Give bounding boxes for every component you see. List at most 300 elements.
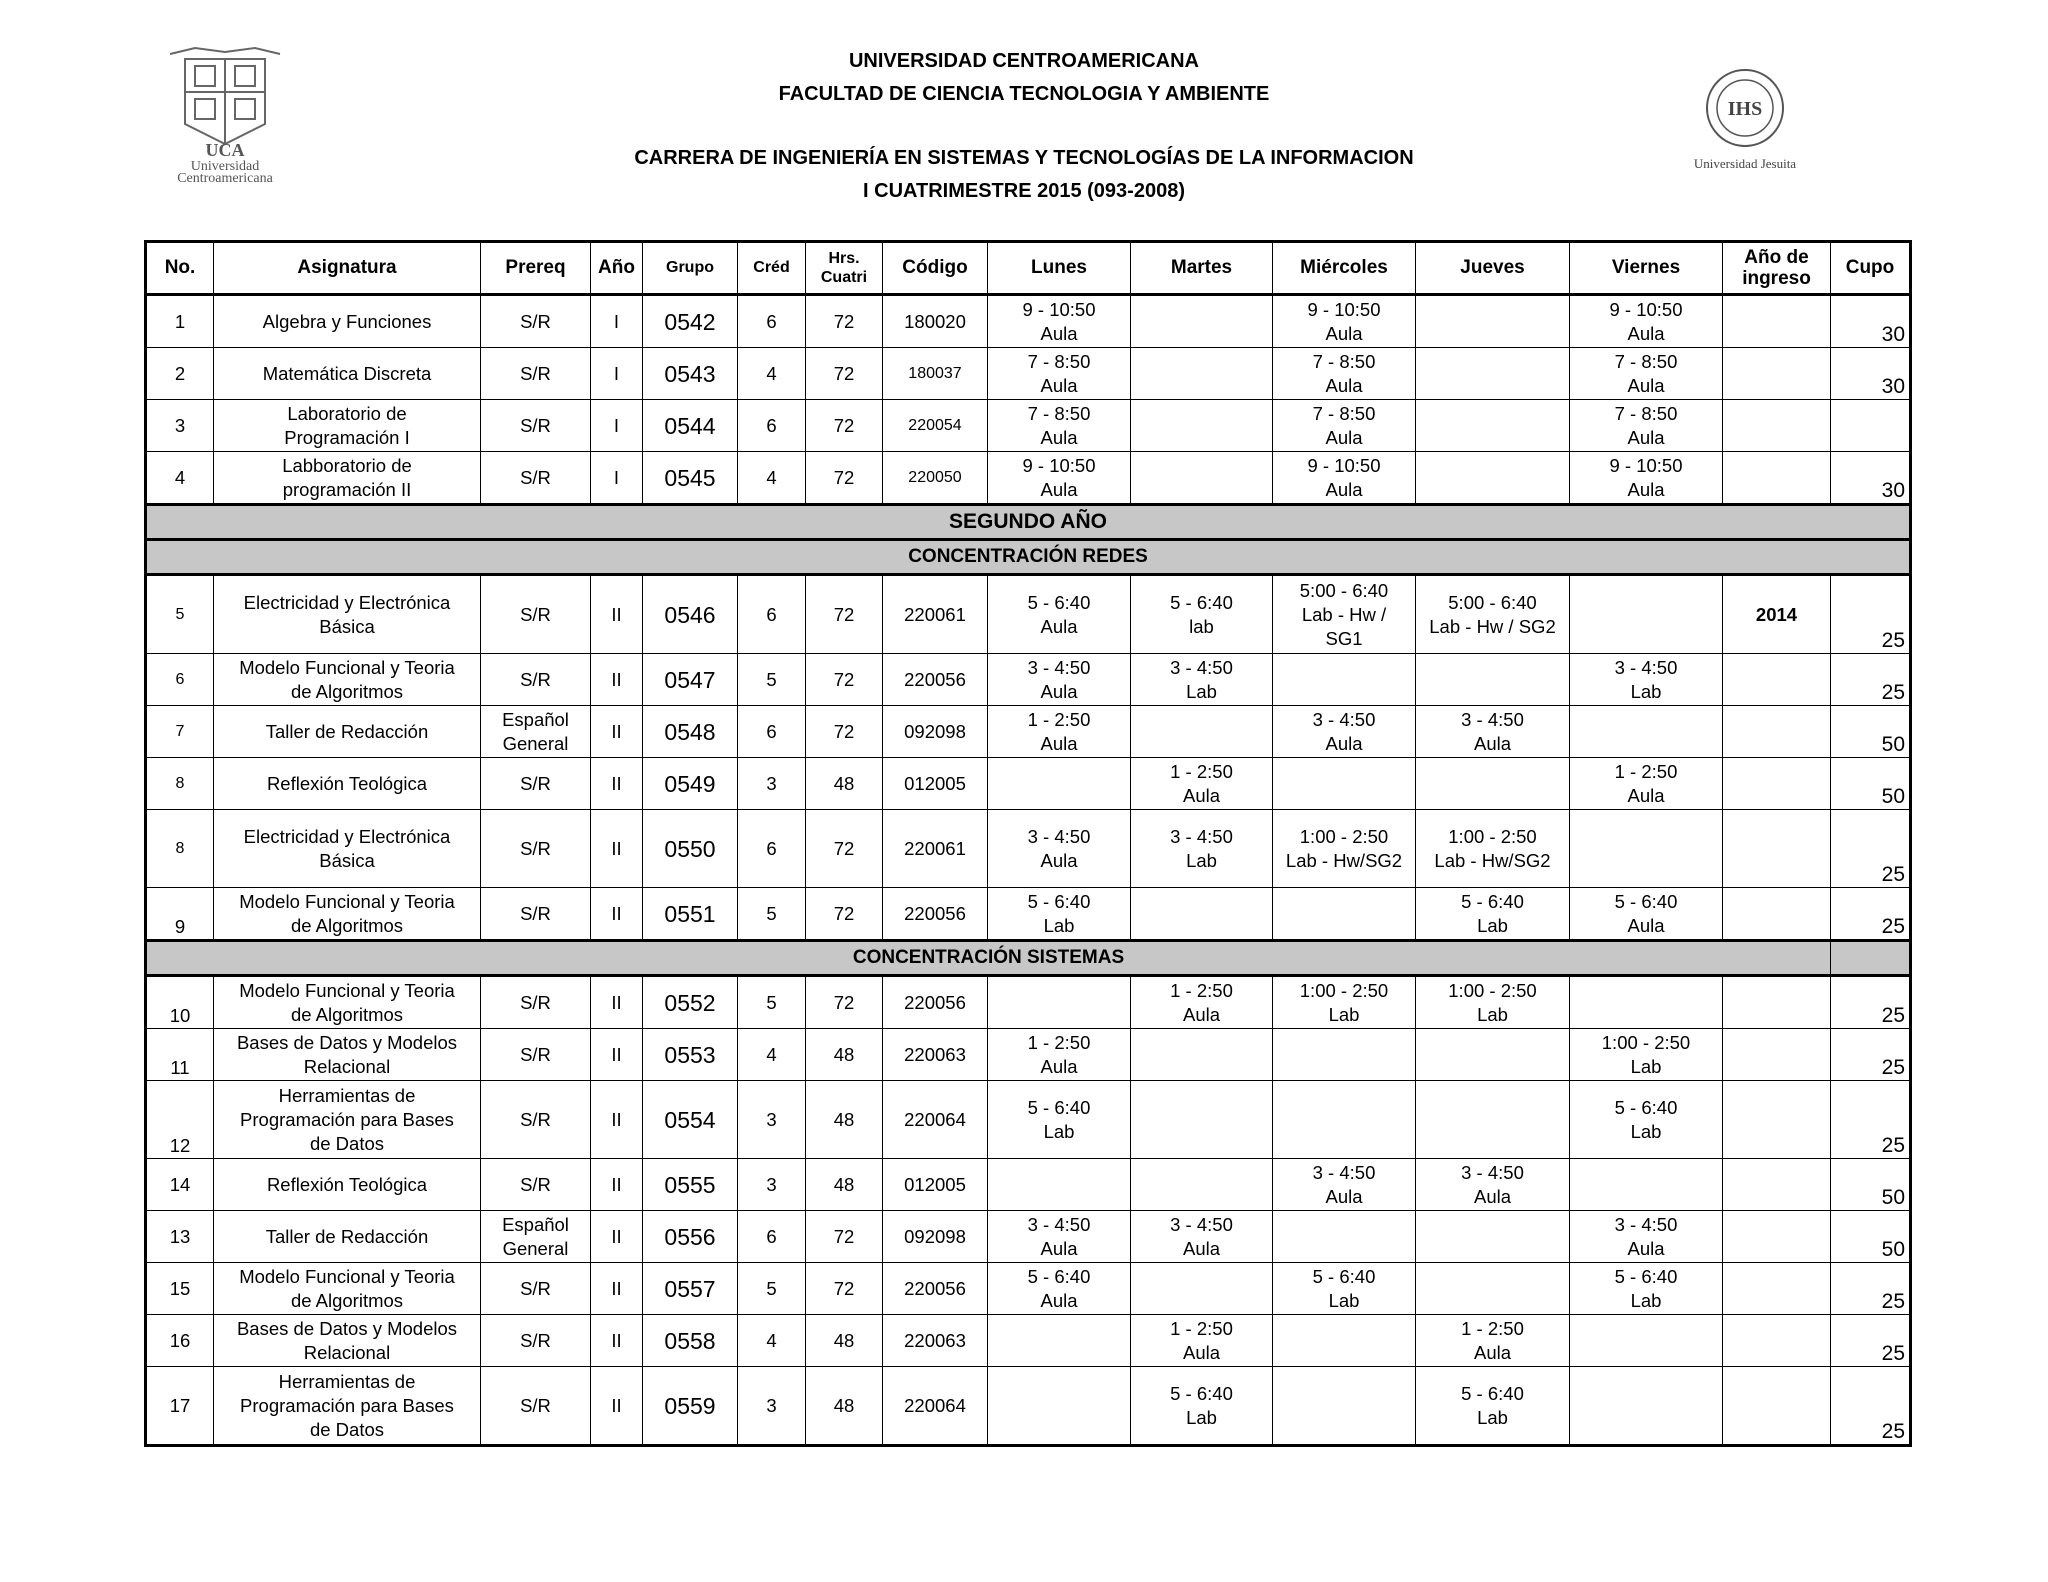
cell-cred: 5 bbox=[738, 976, 806, 1029]
university-title: UNIVERSIDAD CENTROAMERICANA bbox=[848, 50, 1199, 72]
cell-hrs: 72 bbox=[806, 976, 883, 1029]
col-jueves: Jueves bbox=[1416, 242, 1570, 295]
cell-prereq: S/R bbox=[481, 1367, 591, 1446]
col-asignatura: Asignatura bbox=[214, 242, 481, 295]
cell-asignatura: Reflexión Teológica bbox=[214, 1159, 481, 1211]
cell-asignatura: Labboratorio de programación II bbox=[214, 452, 481, 505]
table-row bbox=[146, 1367, 1911, 1446]
table-row bbox=[146, 654, 1911, 706]
cell-anio: II bbox=[591, 1315, 643, 1367]
cell-cupo: 25 bbox=[1831, 654, 1911, 706]
table-row bbox=[146, 452, 1911, 505]
cell-prereq: S/R bbox=[481, 810, 591, 888]
cell-lunes: 9 - 10:50 Aula bbox=[988, 295, 1131, 348]
table-row bbox=[146, 400, 1911, 452]
cell-miercoles: 5 - 6:40 Lab bbox=[1273, 1263, 1416, 1315]
cell-cupo: 25 bbox=[1831, 1263, 1911, 1315]
col-anio-ingreso: Año de ingreso bbox=[1723, 242, 1831, 295]
cell-grupo: 0546 bbox=[643, 575, 738, 654]
table-row bbox=[146, 348, 1911, 400]
cell-codigo: 220050 bbox=[883, 452, 988, 505]
cell-no: 13 bbox=[146, 1211, 214, 1263]
ihs-seal-text: IHS bbox=[1727, 98, 1763, 120]
cell-grupo: 0555 bbox=[643, 1159, 738, 1211]
uca-logo-text: UCA bbox=[205, 140, 245, 160]
cell-lunes: 9 - 10:50 Aula bbox=[988, 452, 1131, 505]
cell-grupo: 0547 bbox=[643, 654, 738, 706]
cell-hrs: 72 bbox=[806, 575, 883, 654]
cell-miercoles bbox=[1273, 1367, 1416, 1446]
cell-no: 12 bbox=[146, 1081, 214, 1159]
cell-grupo: 0542 bbox=[643, 295, 738, 348]
cell-miercoles: 3 - 4:50 Aula bbox=[1273, 1159, 1416, 1211]
cell-cupo: 50 bbox=[1831, 758, 1911, 810]
cell-viernes: 9 - 10:50 Aula bbox=[1570, 295, 1723, 348]
cell-codigo: 092098 bbox=[883, 1211, 988, 1263]
cell-martes bbox=[1131, 1159, 1273, 1211]
cell-anio-ingreso bbox=[1723, 810, 1831, 888]
cell-asignatura: Algebra y Funciones bbox=[214, 295, 481, 348]
cell-grupo: 0557 bbox=[643, 1263, 738, 1315]
cell-anio: I bbox=[591, 295, 643, 348]
table-row bbox=[146, 1029, 1911, 1081]
cell-asignatura: Laboratorio de Programación I bbox=[214, 400, 481, 452]
cell-codigo: 092098 bbox=[883, 706, 988, 758]
cell-prereq: Español General bbox=[481, 706, 591, 758]
cell-grupo: 0545 bbox=[643, 452, 738, 505]
cell-jueves: 3 - 4:50 Aula bbox=[1416, 706, 1570, 758]
cell-jueves: 5 - 6:40 Lab bbox=[1416, 1367, 1570, 1446]
cell-grupo: 0553 bbox=[643, 1029, 738, 1081]
cell-martes: 5 - 6:40 lab bbox=[1131, 575, 1273, 654]
cell-martes: 3 - 4:50 Aula bbox=[1131, 1211, 1273, 1263]
cell-codigo: 220054 bbox=[883, 400, 988, 452]
cell-anio-ingreso bbox=[1723, 758, 1831, 810]
cell-prereq: Español General bbox=[481, 1211, 591, 1263]
cell-codigo: 220063 bbox=[883, 1315, 988, 1367]
cell-codigo: 220063 bbox=[883, 1029, 988, 1081]
cell-asignatura: Matemática Discreta bbox=[214, 348, 481, 400]
cell-jueves: 3 - 4:50 Aula bbox=[1416, 1159, 1570, 1211]
cell-miercoles bbox=[1273, 1029, 1416, 1081]
cell-viernes bbox=[1570, 976, 1723, 1029]
cell-hrs: 72 bbox=[806, 295, 883, 348]
table-row bbox=[146, 976, 1911, 1029]
table-row bbox=[146, 758, 1911, 810]
cell-cred: 6 bbox=[738, 575, 806, 654]
cell-grupo: 0556 bbox=[643, 1211, 738, 1263]
cell-miercoles: 1:00 - 2:50 Lab bbox=[1273, 976, 1416, 1029]
cell-asignatura: Reflexión Teológica bbox=[214, 758, 481, 810]
cell-jueves bbox=[1416, 1263, 1570, 1315]
col-martes: Martes bbox=[1131, 242, 1273, 295]
cell-cupo: 25 bbox=[1831, 1081, 1911, 1159]
cell-grupo: 0552 bbox=[643, 976, 738, 1029]
cell-miercoles bbox=[1273, 758, 1416, 810]
cell-anio: II bbox=[591, 810, 643, 888]
col-lunes: Lunes bbox=[988, 242, 1131, 295]
table-row bbox=[146, 1211, 1911, 1263]
cell-cupo: 25 bbox=[1831, 976, 1911, 1029]
cell-grupo: 0548 bbox=[643, 706, 738, 758]
cell-prereq: S/R bbox=[481, 888, 591, 941]
cell-miercoles: 1:00 - 2:50 Lab - Hw/SG2 bbox=[1273, 810, 1416, 888]
cell-prereq: S/R bbox=[481, 1315, 591, 1367]
cell-cred: 3 bbox=[738, 1081, 806, 1159]
cell-miercoles: 3 - 4:50 Aula bbox=[1273, 706, 1416, 758]
cell-martes bbox=[1131, 348, 1273, 400]
cell-cupo: 50 bbox=[1831, 1159, 1911, 1211]
col-cred: Créd bbox=[738, 242, 806, 295]
cell-lunes: 5 - 6:40 Lab bbox=[988, 1081, 1131, 1159]
cell-asignatura: Modelo Funcional y Teoria de Algoritmos bbox=[214, 976, 481, 1029]
cell-codigo: 220056 bbox=[883, 654, 988, 706]
cell-anio-ingreso bbox=[1723, 1211, 1831, 1263]
cell-prereq: S/R bbox=[481, 348, 591, 400]
cell-grupo: 0551 bbox=[643, 888, 738, 941]
cell-hrs: 72 bbox=[806, 1263, 883, 1315]
cell-prereq: S/R bbox=[481, 654, 591, 706]
col-miercoles: Miércoles bbox=[1273, 242, 1416, 295]
cell-codigo: 220064 bbox=[883, 1367, 988, 1446]
cell-asignatura: Herramientas de Programación para Bases de Datos bbox=[214, 1367, 481, 1446]
cell-cupo: 30 bbox=[1831, 295, 1911, 348]
cell-lunes bbox=[988, 1367, 1131, 1446]
cell-viernes: 5 - 6:40 Aula bbox=[1570, 888, 1723, 941]
cell-anio: II bbox=[591, 1263, 643, 1315]
cell-jueves: 5 - 6:40 Lab bbox=[1416, 888, 1570, 941]
cell-grupo: 0549 bbox=[643, 758, 738, 810]
cell-anio: II bbox=[591, 1211, 643, 1263]
cell-viernes: 5 - 6:40 Lab bbox=[1570, 1263, 1723, 1315]
cell-asignatura: Taller de Redacción bbox=[214, 1211, 481, 1263]
cell-cupo: 25 bbox=[1831, 1367, 1911, 1446]
cell-asignatura: Taller de Redacción bbox=[214, 706, 481, 758]
cell-hrs: 48 bbox=[806, 1315, 883, 1367]
cell-anio: II bbox=[591, 654, 643, 706]
cell-anio-ingreso bbox=[1723, 348, 1831, 400]
cell-martes bbox=[1131, 452, 1273, 505]
cell-martes: 3 - 4:50 Lab bbox=[1131, 654, 1273, 706]
cell-jueves: 1:00 - 2:50 Lab - Hw/SG2 bbox=[1416, 810, 1570, 888]
cell-prereq: S/R bbox=[481, 976, 591, 1029]
section-title: SEGUNDO AÑO bbox=[146, 505, 1911, 540]
cell-martes bbox=[1131, 706, 1273, 758]
cell-asignatura: Herramientas de Programación para Bases de Datos bbox=[214, 1081, 481, 1159]
cell-martes bbox=[1131, 400, 1273, 452]
cell-martes bbox=[1131, 1263, 1273, 1315]
cell-no: 8 bbox=[146, 758, 214, 810]
cell-martes bbox=[1131, 295, 1273, 348]
cell-lunes: 1 - 2:50 Aula bbox=[988, 706, 1131, 758]
cell-cupo: 25 bbox=[1831, 810, 1911, 888]
cell-hrs: 72 bbox=[806, 706, 883, 758]
cell-lunes: 3 - 4:50 Aula bbox=[988, 654, 1131, 706]
cell-jueves bbox=[1416, 400, 1570, 452]
cell-prereq: S/R bbox=[481, 452, 591, 505]
cell-hrs: 72 bbox=[806, 888, 883, 941]
cell-hrs: 48 bbox=[806, 1029, 883, 1081]
section-empty-cell bbox=[1831, 941, 1911, 976]
cell-jueves bbox=[1416, 348, 1570, 400]
table-row bbox=[146, 706, 1911, 758]
cell-cred: 6 bbox=[738, 706, 806, 758]
jesuit-logo-text: Universidad Jesuita bbox=[1693, 156, 1797, 171]
cell-cred: 6 bbox=[738, 1211, 806, 1263]
cell-grupo: 0554 bbox=[643, 1081, 738, 1159]
section-sistemas bbox=[146, 941, 1911, 976]
cell-anio-ingreso: 2014 bbox=[1723, 575, 1831, 654]
cell-cupo: 50 bbox=[1831, 1211, 1911, 1263]
cell-grupo: 0543 bbox=[643, 348, 738, 400]
cell-cred: 5 bbox=[738, 654, 806, 706]
redes-rows bbox=[146, 575, 1911, 941]
cell-jueves bbox=[1416, 654, 1570, 706]
cell-asignatura: Modelo Funcional y Teoria de Algoritmos bbox=[214, 1263, 481, 1315]
cell-cupo: 25 bbox=[1831, 1029, 1911, 1081]
cell-martes bbox=[1131, 888, 1273, 941]
cell-asignatura: Modelo Funcional y Teoria de Algoritmos bbox=[214, 654, 481, 706]
cell-miercoles bbox=[1273, 1211, 1416, 1263]
cell-hrs: 48 bbox=[806, 1159, 883, 1211]
cell-hrs: 72 bbox=[806, 654, 883, 706]
cell-no: 10 bbox=[146, 976, 214, 1029]
cell-miercoles bbox=[1273, 1315, 1416, 1367]
cell-cupo: 50 bbox=[1831, 706, 1911, 758]
cell-prereq: S/R bbox=[481, 1263, 591, 1315]
col-anio: Año bbox=[591, 242, 643, 295]
cell-prereq: S/R bbox=[481, 758, 591, 810]
faculty-title: FACULTAD DE CIENCIA TECNOLOGIA Y AMBIENTE bbox=[778, 83, 1270, 105]
cell-codigo: 180020 bbox=[883, 295, 988, 348]
col-no: No. bbox=[146, 242, 214, 295]
cell-cred: 3 bbox=[738, 1367, 806, 1446]
cell-codigo: 012005 bbox=[883, 758, 988, 810]
cell-anio: I bbox=[591, 348, 643, 400]
table-row bbox=[146, 575, 1911, 654]
cell-no: 14 bbox=[146, 1159, 214, 1211]
cell-lunes bbox=[988, 758, 1131, 810]
cell-miercoles bbox=[1273, 888, 1416, 941]
cell-lunes: 3 - 4:50 Aula bbox=[988, 1211, 1131, 1263]
cell-codigo: 012005 bbox=[883, 1159, 988, 1211]
cell-asignatura: Bases de Datos y Modelos Relacional bbox=[214, 1029, 481, 1081]
cell-no: 15 bbox=[146, 1263, 214, 1315]
cell-lunes: 1 - 2:50 Aula bbox=[988, 1029, 1131, 1081]
cell-miercoles: 7 - 8:50 Aula bbox=[1273, 400, 1416, 452]
cell-asignatura: Electricidad y Electrónica Básica bbox=[214, 810, 481, 888]
cell-hrs: 72 bbox=[806, 1211, 883, 1263]
cell-cred: 4 bbox=[738, 1029, 806, 1081]
cell-anio: II bbox=[591, 888, 643, 941]
cell-viernes: 3 - 4:50 Aula bbox=[1570, 1211, 1723, 1263]
section-title: CONCENTRACIÓN REDES bbox=[146, 540, 1911, 575]
table-row bbox=[146, 1159, 1911, 1211]
cell-cupo: 25 bbox=[1831, 575, 1911, 654]
sistemas-rows bbox=[146, 976, 1911, 1446]
cell-anio: II bbox=[591, 1159, 643, 1211]
cell-martes: 3 - 4:50 Lab bbox=[1131, 810, 1273, 888]
cell-viernes: 3 - 4:50 Lab bbox=[1570, 654, 1723, 706]
cell-codigo: 220064 bbox=[883, 1081, 988, 1159]
cell-anio-ingreso bbox=[1723, 1263, 1831, 1315]
cell-prereq: S/R bbox=[481, 295, 591, 348]
cell-jueves bbox=[1416, 758, 1570, 810]
cell-viernes bbox=[1570, 706, 1723, 758]
col-cupo: Cupo bbox=[1831, 242, 1911, 295]
cell-codigo: 220056 bbox=[883, 976, 988, 1029]
cell-lunes bbox=[988, 976, 1131, 1029]
cell-grupo: 0544 bbox=[643, 400, 738, 452]
table-row bbox=[146, 295, 1911, 348]
cell-grupo: 0550 bbox=[643, 810, 738, 888]
cell-asignatura: Electricidad y Electrónica Básica bbox=[214, 575, 481, 654]
cell-martes: 1 - 2:50 Aula bbox=[1131, 758, 1273, 810]
cell-martes: 1 - 2:50 Aula bbox=[1131, 976, 1273, 1029]
cell-no: 7 bbox=[146, 706, 214, 758]
cell-no: 17 bbox=[146, 1367, 214, 1446]
cell-cupo bbox=[1831, 400, 1911, 452]
cell-anio-ingreso bbox=[1723, 452, 1831, 505]
cell-anio-ingreso bbox=[1723, 1081, 1831, 1159]
cell-jueves bbox=[1416, 452, 1570, 505]
col-codigo: Código bbox=[883, 242, 988, 295]
cell-anio-ingreso bbox=[1723, 295, 1831, 348]
cell-anio: II bbox=[591, 976, 643, 1029]
col-hrs: Hrs. Cuatri bbox=[806, 242, 883, 295]
cell-cupo: 30 bbox=[1831, 452, 1911, 505]
cell-anio-ingreso bbox=[1723, 976, 1831, 1029]
cell-viernes bbox=[1570, 810, 1723, 888]
cell-jueves bbox=[1416, 295, 1570, 348]
cell-hrs: 72 bbox=[806, 348, 883, 400]
table-row bbox=[146, 810, 1911, 888]
cell-no: 2 bbox=[146, 348, 214, 400]
cell-anio: I bbox=[591, 400, 643, 452]
table-row bbox=[146, 1315, 1911, 1367]
svg-text:Universidad: Universidad bbox=[190, 159, 260, 174]
cell-cred: 3 bbox=[738, 758, 806, 810]
cell-asignatura: Bases de Datos y Modelos Relacional bbox=[214, 1315, 481, 1367]
cell-viernes: 1 - 2:50 Aula bbox=[1570, 758, 1723, 810]
cell-jueves: 1 - 2:50 Aula bbox=[1416, 1315, 1570, 1367]
cell-anio: II bbox=[591, 575, 643, 654]
cell-hrs: 48 bbox=[806, 1081, 883, 1159]
cell-no: 3 bbox=[146, 400, 214, 452]
cell-cupo: 25 bbox=[1831, 1315, 1911, 1367]
table-row bbox=[146, 1081, 1911, 1159]
cell-lunes: 3 - 4:50 Aula bbox=[988, 810, 1131, 888]
cell-viernes bbox=[1570, 1367, 1723, 1446]
section-title: CONCENTRACIÓN SISTEMAS bbox=[146, 941, 1831, 976]
cell-cred: 5 bbox=[738, 1263, 806, 1315]
cell-cupo: 30 bbox=[1831, 348, 1911, 400]
career-title: CARRERA DE INGENIERÍA EN SISTEMAS Y TECNOLOGÍAS DE LA INFORMACION bbox=[634, 147, 1414, 169]
cell-anio: II bbox=[591, 1367, 643, 1446]
cell-anio: II bbox=[591, 1081, 643, 1159]
cell-jueves bbox=[1416, 1081, 1570, 1159]
cell-codigo: 180037 bbox=[883, 348, 988, 400]
cell-anio-ingreso bbox=[1723, 1029, 1831, 1081]
cell-viernes bbox=[1570, 1159, 1723, 1211]
cell-hrs: 72 bbox=[806, 400, 883, 452]
cell-anio-ingreso bbox=[1723, 888, 1831, 941]
cell-cred: 4 bbox=[738, 348, 806, 400]
cell-lunes: 7 - 8:50 Aula bbox=[988, 348, 1131, 400]
cell-no: 9 bbox=[146, 888, 214, 941]
cell-codigo: 220056 bbox=[883, 1263, 988, 1315]
cell-anio: I bbox=[591, 452, 643, 505]
cell-grupo: 0558 bbox=[643, 1315, 738, 1367]
term-title: I CUATRIMESTRE 2015 (093-2008) bbox=[863, 180, 1185, 202]
cell-prereq: S/R bbox=[481, 1081, 591, 1159]
cell-no: 11 bbox=[146, 1029, 214, 1081]
cell-prereq: S/R bbox=[481, 1029, 591, 1081]
cell-anio: II bbox=[591, 1029, 643, 1081]
cell-no: 6 bbox=[146, 654, 214, 706]
cell-cred: 6 bbox=[738, 810, 806, 888]
cell-codigo: 220056 bbox=[883, 888, 988, 941]
section-redes bbox=[146, 540, 1911, 575]
cell-viernes: 9 - 10:50 Aula bbox=[1570, 452, 1723, 505]
cell-miercoles bbox=[1273, 654, 1416, 706]
cell-lunes: 5 - 6:40 Lab bbox=[988, 888, 1131, 941]
cell-miercoles: 7 - 8:50 Aula bbox=[1273, 348, 1416, 400]
cell-codigo: 220061 bbox=[883, 575, 988, 654]
cell-hrs: 72 bbox=[806, 452, 883, 505]
table-row bbox=[146, 1263, 1911, 1315]
cell-anio: II bbox=[591, 706, 643, 758]
cell-jueves bbox=[1416, 1211, 1570, 1263]
cell-hrs: 72 bbox=[806, 810, 883, 888]
cell-cred: 3 bbox=[738, 1159, 806, 1211]
col-grupo: Grupo bbox=[643, 242, 738, 295]
table-header-row bbox=[146, 242, 1911, 295]
cell-viernes: 7 - 8:50 Aula bbox=[1570, 400, 1723, 452]
cell-no: 1 bbox=[146, 295, 214, 348]
cell-martes: 5 - 6:40 Lab bbox=[1131, 1367, 1273, 1446]
cell-cred: 6 bbox=[738, 295, 806, 348]
cell-cred: 5 bbox=[738, 888, 806, 941]
cell-miercoles: 5:00 - 6:40 Lab - Hw / SG1 bbox=[1273, 575, 1416, 654]
cell-miercoles: 9 - 10:50 Aula bbox=[1273, 452, 1416, 505]
table-row bbox=[146, 888, 1911, 941]
cell-jueves: 5:00 - 6:40 Lab - Hw / SG2 bbox=[1416, 575, 1570, 654]
cell-viernes bbox=[1570, 575, 1723, 654]
cell-martes: 1 - 2:50 Aula bbox=[1131, 1315, 1273, 1367]
cell-miercoles: 9 - 10:50 Aula bbox=[1273, 295, 1416, 348]
first-year-rows bbox=[146, 295, 1911, 505]
cell-anio-ingreso bbox=[1723, 654, 1831, 706]
cell-viernes: 5 - 6:40 Lab bbox=[1570, 1081, 1723, 1159]
col-viernes: Viernes bbox=[1570, 242, 1723, 295]
cell-anio-ingreso bbox=[1723, 1315, 1831, 1367]
cell-lunes bbox=[988, 1159, 1131, 1211]
cell-no: 8 bbox=[146, 810, 214, 888]
cell-martes bbox=[1131, 1081, 1273, 1159]
cell-cred: 4 bbox=[738, 1315, 806, 1367]
cell-prereq: S/R bbox=[481, 400, 591, 452]
section-segundo-anio bbox=[146, 505, 1911, 540]
cell-lunes: 5 - 6:40 Aula bbox=[988, 1263, 1131, 1315]
cell-no: 4 bbox=[146, 452, 214, 505]
col-prereq: Prereq bbox=[481, 242, 591, 295]
cell-viernes: 1:00 - 2:50 Lab bbox=[1570, 1029, 1723, 1081]
cell-anio-ingreso bbox=[1723, 400, 1831, 452]
cell-cred: 6 bbox=[738, 400, 806, 452]
cell-viernes bbox=[1570, 1315, 1723, 1367]
cell-hrs: 48 bbox=[806, 1367, 883, 1446]
